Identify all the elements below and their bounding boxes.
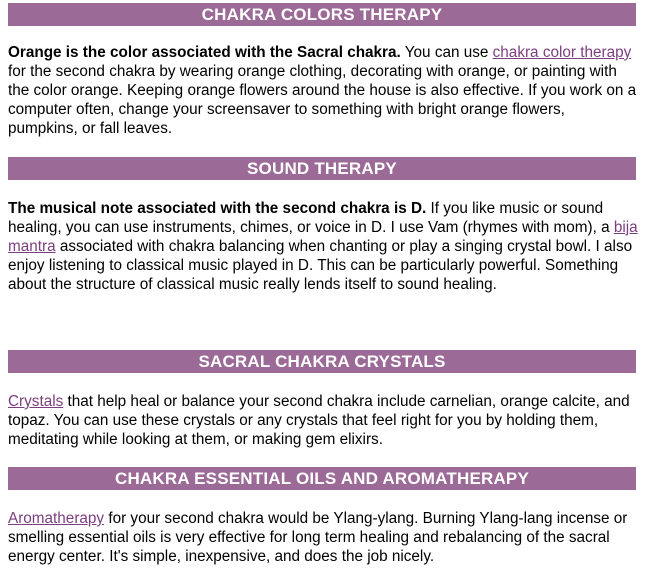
section-heading-essential-oils: CHAKRA ESSENTIAL OILS AND AROMATHERAPY xyxy=(8,467,636,490)
essential-oils-paragraph xyxy=(8,509,638,566)
chakra-colors-text-2: for the second chakra by wearing orange clothing, decorating with orange, or painting with the color orange. Keeping orange flowers around the house is also effective. If you work on a computer often, change your screensaver to something with bright orange flowers, pumpkins, or fall leaves. xyxy=(8,63,637,137)
bija-mantra-link[interactable]: bija mantra xyxy=(8,219,638,255)
sacral-crystals-paragraph xyxy=(8,392,638,449)
aromatherapy-link[interactable]: Aromatherapy xyxy=(8,510,105,527)
essential-oils-text: for your second chakra would be Ylang-ylang. Burning Ylang-lang incense or smelling essential oils is very effective for long term healing and rebalancing of the sacral energy center. It's simple, inexpensive, and does the job nicely. xyxy=(8,510,628,565)
chakra-colors-lead: Orange is the color associated with the Sacral chakra. xyxy=(8,44,401,61)
sound-therapy-text-2: associated with chakra balancing when chanting or play a singing crystal bowl. I also enjoy listening to classical music played in D. This can be particularly powerful. Something about the structure of classical music really lends itself to sound healing. xyxy=(8,238,633,293)
sacral-crystals-text: that help heal or balance your second chakra include carnelian, orange calcite, and topaz. You can use these crystals or any crystals that feel right for you by holding them, meditating while looking at them, or making gem elixirs. xyxy=(8,393,630,448)
sound-therapy-text-1: If you like music or sound healing, you can use instruments, chimes, or voice in D. I use Vam (rhymes with mom), a xyxy=(8,200,614,236)
chakra-colors-paragraph xyxy=(8,43,638,138)
crystals-link[interactable]: Crystals xyxy=(8,393,64,410)
section-heading-sacral-crystals: SACRAL CHAKRA CRYSTALS xyxy=(8,350,636,373)
section-heading-sound-therapy: SOUND THERAPY xyxy=(8,157,636,180)
sound-therapy-lead: The musical note associated with the second chakra is D. xyxy=(8,200,427,217)
sound-therapy-paragraph xyxy=(8,199,638,294)
chakra-colors-text-1: You can use xyxy=(400,44,493,61)
chakra-color-therapy-link[interactable]: chakra color therapy xyxy=(492,44,632,61)
section-heading-chakra-colors: CHAKRA COLORS THERAPY xyxy=(8,3,636,26)
